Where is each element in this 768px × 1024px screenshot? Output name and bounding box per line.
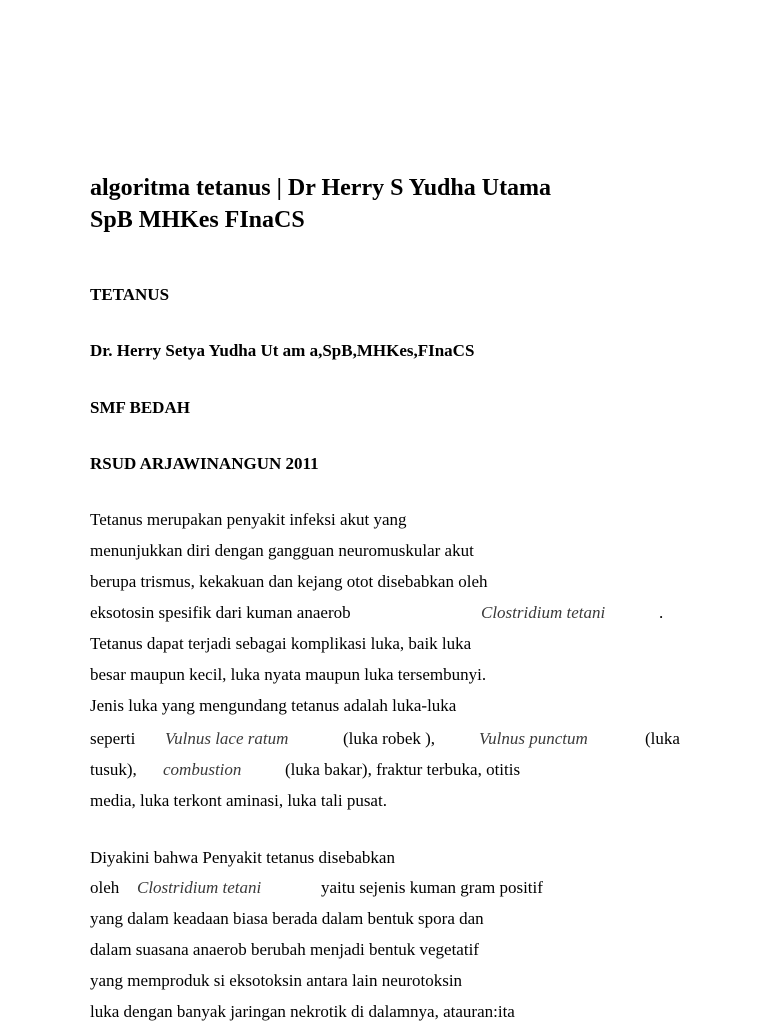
paragraph-line: yang dalam keadaan biasa berada dalam bentuk spora dan (90, 909, 484, 928)
paragraph-text: oleh (90, 878, 120, 897)
paragraph-line: media, luka terkont aminasi, luka tali pusat. (90, 791, 387, 810)
sentence-period: . (659, 603, 664, 622)
heading-department: SMF BEDAH (90, 398, 190, 417)
paragraph-line: eksotosin spesifik dari kuman anaerob (90, 603, 351, 622)
paragraph-line: yang memproduk si eksotoksin antara lain neurotoksin (90, 971, 463, 990)
paragraph-line: Jenis luka yang mengundang tetanus adalah luka-luka (90, 696, 457, 715)
paragraph-line: Tetanus dapat terjadi sebagai komplikasi luka, baik luka (90, 634, 472, 653)
paragraph-line: Tetanus merupakan penyakit infeksi akut yang (90, 510, 407, 529)
species-name: Clostridium tetani (481, 603, 606, 622)
paragraph-line: Diyakini bahwa Penyakit tetanus disebabkan (90, 848, 395, 867)
wound-term: Vulnus lace ratum (165, 729, 289, 748)
heading-hospital: RSUD ARJAWINANGUN 2011 (90, 454, 319, 473)
title-line-2: SpB MHKes FInaCS (90, 207, 305, 233)
document-title (90, 172, 690, 236)
paragraph-text: tusuk), (90, 760, 137, 779)
paragraph-text: seperti (90, 729, 136, 748)
paragraph-text: (luka (645, 729, 680, 748)
paragraph-line: dalam suasana anaerob berubah menjadi bentuk vegetatif (90, 940, 479, 959)
heading-author: Dr. Herry Setya Yudha Ut am a,SpB,MHKes,FInaCS (90, 341, 475, 360)
paragraph-line: menunjukkan diri dengan gangguan neuromuskular akut (90, 541, 474, 560)
species-name: Clostridium tetani (137, 878, 262, 897)
paragraph-line: berupa trismus, kekakuan dan kejang otot disebabkan oleh (90, 572, 488, 591)
title-line-1: algoritma tetanus | Dr Herry S Yudha Utama (90, 175, 552, 201)
paragraph-line: besar maupun kecil, luka nyata maupun luka tersembunyi. (90, 665, 487, 684)
heading-tetanus: TETANUS (90, 285, 170, 304)
paragraph-text: (luka bakar), fraktur terbuka, otitis (285, 760, 521, 779)
paragraph-text: (luka robek ), (343, 729, 436, 748)
paragraph-text: yaitu sejenis kuman gram positif (321, 878, 543, 897)
wound-term: Vulnus punctum (479, 729, 588, 748)
paragraph-line: luka dengan banyak jaringan nekrotik di dalamnya, atauran:ita (90, 1002, 515, 1021)
wound-term: combustion (163, 760, 242, 779)
